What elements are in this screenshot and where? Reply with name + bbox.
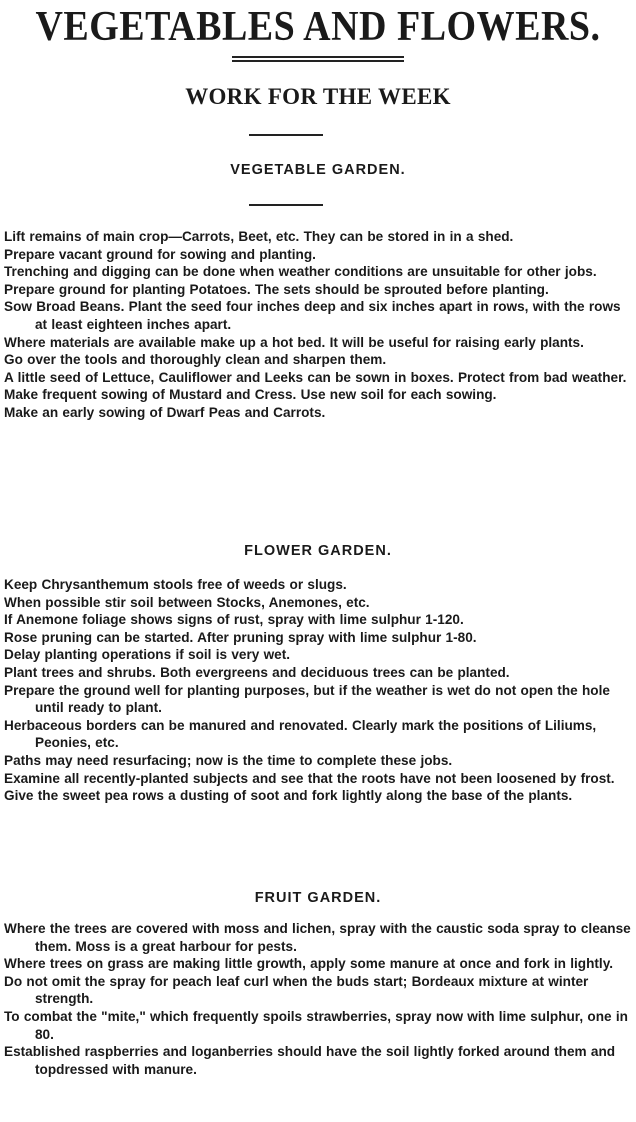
list-item: Prepare ground for planting Potatoes. The sets should be sprouted before planting.	[4, 281, 549, 297]
page-subtitle: WORK FOR THE WEEK	[185, 84, 451, 109]
list-item: If Anemone foliage shows signs of rust, spray with lime sulphur 1-120.	[4, 612, 464, 628]
list-item: Make an early sowing of Dwarf Peas and Carrots.	[4, 404, 326, 420]
flower-garden-list	[4, 576, 634, 805]
list-item: Plant trees and shrubs. Both evergreens and deciduous trees can be planted.	[4, 664, 510, 680]
list-item: Where trees on grass are making little growth, apply some manure at once and fork in lightly.	[4, 956, 614, 972]
list-item: Prepare the ground well for planting purposes, but if the weather is wet do not open the hole until ready to plant.	[4, 682, 610, 716]
flower-garden-heading: FLOWER GARDEN.	[244, 543, 392, 559]
list-item: Trenching and digging can be done when weather conditions are unsuitable for other jobs.	[4, 264, 597, 280]
list-item: A little seed of Lettuce, Cauliflower and Leeks can be sown in boxes. Protect from bad weather.	[4, 369, 627, 385]
list-item: Give the sweet pea rows a dusting of soot and fork lightly along the base of the plants.	[4, 788, 573, 804]
fruit-garden-list	[4, 920, 634, 1078]
list-item: When possible stir soil between Stocks, Anemones, etc.	[4, 594, 370, 610]
list-item: Paths may need resurfacing; now is the time to complete these jobs.	[4, 752, 453, 768]
section-rule	[249, 204, 323, 206]
list-item: Rose pruning can be started. After pruning spray with lime sulphur 1-80.	[4, 629, 477, 645]
list-item: Make frequent sowing of Mustard and Cress. Use new soil for each sowing.	[4, 387, 497, 403]
list-item: Where materials are available make up a hot bed. It will be useful for raising early plants.	[4, 334, 584, 350]
title-double-rule	[232, 56, 404, 62]
fruit-garden-heading: FRUIT GARDEN.	[254, 890, 382, 906]
list-item: Keep Chrysanthemum stools free of weeds or slugs.	[4, 577, 347, 592]
vegetable-garden-list	[4, 228, 634, 422]
vegetable-garden-heading: VEGETABLE GARDEN.	[230, 162, 406, 178]
list-item: Prepare vacant ground for sowing and planting.	[4, 246, 316, 262]
list-item: Herbaceous borders can be manured and renovated. Clearly mark the positions of Liliums, Peonies, etc.	[4, 717, 597, 751]
list-item: Do not omit the spray for peach leaf curl when the buds start; Bordeaux mixture at winter strength.	[4, 973, 589, 1007]
page-title: VEGETABLES AND FLOWERS.	[35, 3, 601, 51]
list-item: Examine all recently-planted subjects and see that the roots have not been loosened by frost.	[4, 770, 615, 786]
list-item: Lift remains of main crop—Carrots, Beet, etc. They can be stored in in a shed.	[4, 229, 514, 244]
subtitle-rule	[249, 134, 323, 136]
list-item: Where the trees are covered with moss and lichen, spray with the caustic soda spray to cleanse them. Moss is a great harbour for pests.	[4, 921, 631, 954]
list-item: Go over the tools and thoroughly clean and sharpen them.	[4, 352, 387, 368]
list-item: Delay planting operations if soil is very wet.	[4, 647, 291, 663]
list-item: Established raspberries and loganberries should have the soil lightly forked around them and topdressed with manure.	[4, 1044, 616, 1077]
list-item: To combat the "mite," which frequently spoils strawberries, spray now with lime sulphur, one in 80.	[4, 1008, 628, 1042]
list-item: Sow Broad Beans. Plant the seed four inches deep and six inches apart in rows, with the rows at least eighteen inches apart.	[4, 299, 621, 332]
